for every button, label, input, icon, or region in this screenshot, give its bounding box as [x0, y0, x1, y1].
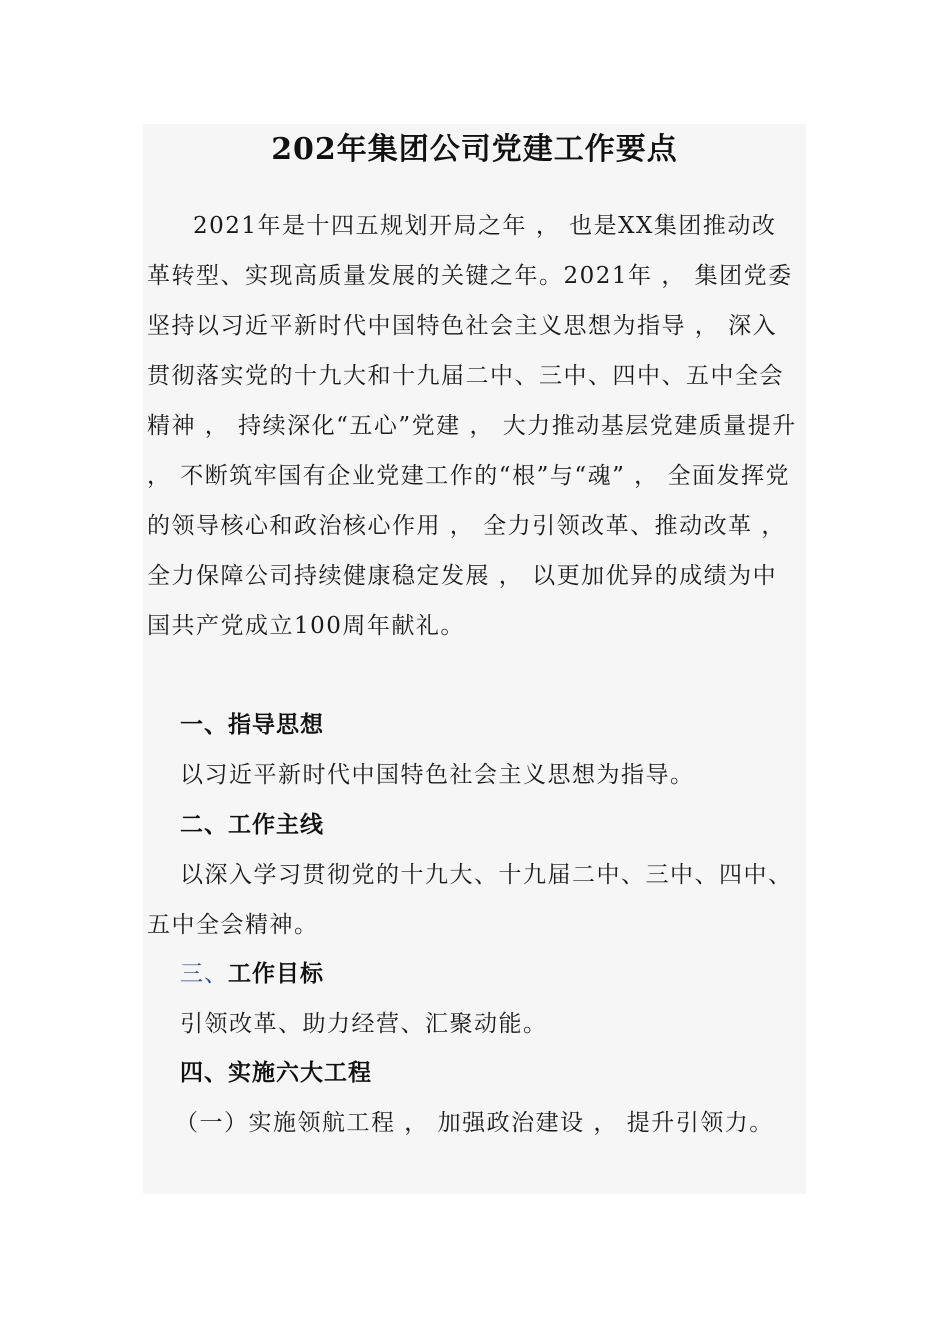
section3-heading [147, 949, 840, 999]
section2-heading: 二、工作主线 [180, 812, 324, 838]
document-title: 202年集团公司党建工作要点 [271, 132, 678, 167]
section3-heading-text: 工作目标 [228, 961, 324, 987]
intro-paragraph: 2021年是十四五规划开局之年 ， 也是XX集团推动改革转型、实现高质量发展的关键之年。2021年 ， 集团党委坚持以习近平新时代中国特色社会主义思想为指导 ， 深入贯彻落实党的十九大和十九届二中、三中、四中、五中全会精神 ， 持续深化“五心”党建 ， 大力推动基层党建质量提升 ， 不断筑牢国有企业党建工作的“根”与“魂” ， 全面发挥党的领导核心和政治核心作用 ， 全力引领改革、推动改革 ， 全力保障公司持续健康稳定发展 ， 以更加优异的成绩为中国共产党成立100周年献礼。 [147, 213, 797, 639]
section2-text: 以深入学习贯彻党的十九大、十九届二中、三中、四中、五中全会精神。 [147, 862, 793, 938]
section1-text: 以习近平新时代中国特色社会主义思想为指导。 [180, 762, 695, 788]
section3-text: 引领改革、助力经营、汇聚动能。 [180, 1011, 548, 1037]
section1-heading: 一、指导思想 [180, 712, 324, 738]
section3-heading-number: 三、 [180, 961, 228, 987]
section4-heading: 四、实施六大工程 [180, 1060, 372, 1086]
document-page [143, 124, 806, 1194]
section4-item1: （一）实施领航工程 ， 加强政治建设 ， 提升引领力。 [175, 1110, 774, 1136]
